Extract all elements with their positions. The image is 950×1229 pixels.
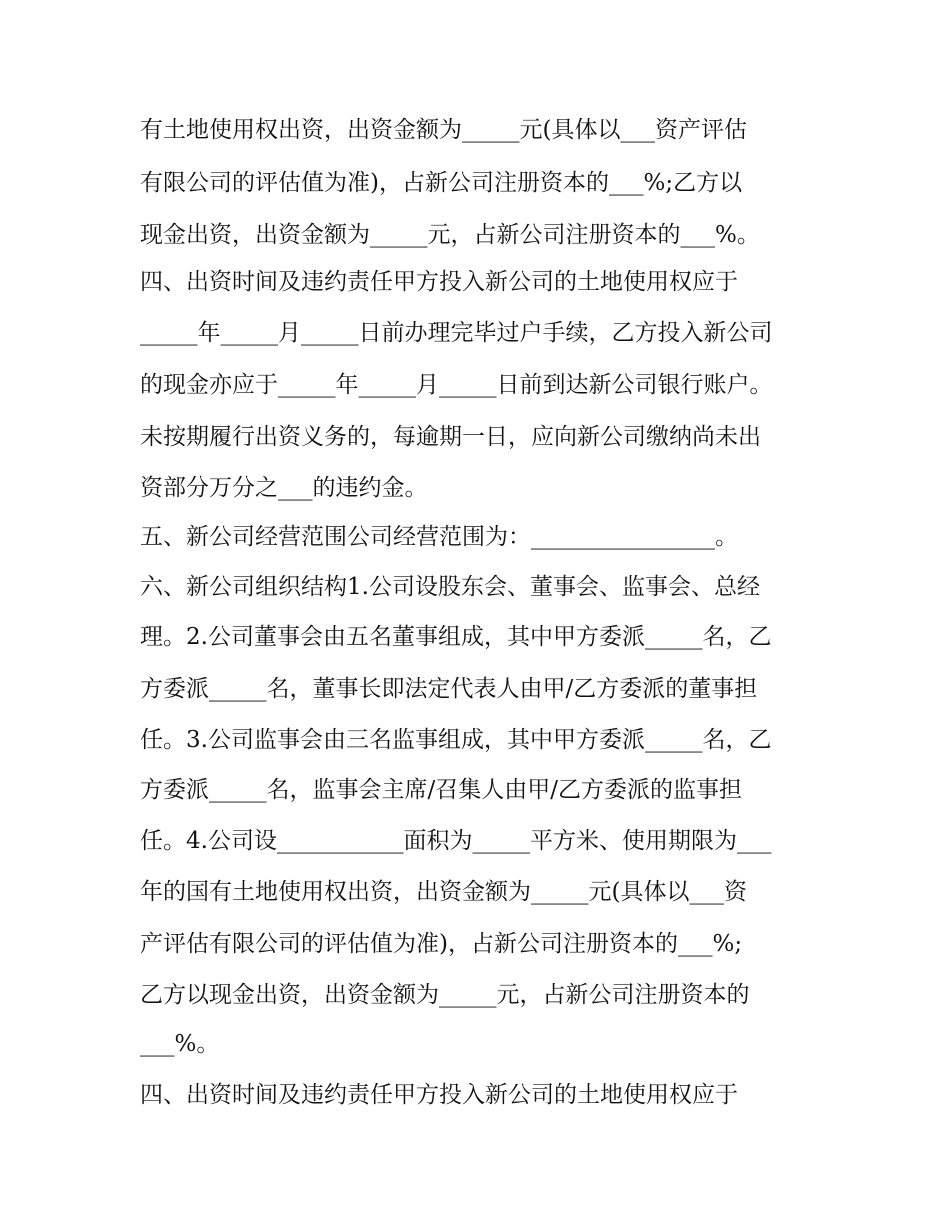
text-line-1: 有土地使用权出资，出资金额为_____元(具体以___资产评估 [140, 117, 747, 143]
text-line-3: 现金出资，出资金额为_____元，占新公司注册资本的___%。 [140, 222, 760, 248]
text-line-7: 未按期履行出资义务的，每逾期一日，应向新公司缴纳尚未出 [140, 424, 761, 450]
text-line-12: 方委派_____名，董事长即法定代表人由甲/乙方委派的董事担 [140, 676, 758, 702]
text-line-8: 资部分万分之___的违约金。 [140, 475, 428, 501]
text-line-11: 理。2.公司董事会由五名董事组成，其中甲方委派_____名，乙 [140, 624, 772, 650]
text-line-14: 方委派_____名，监事会主席/召集人由甲/乙方委派的监事担 [140, 777, 742, 803]
text-line-17: 产评估有限公司的评估值为准)，占新公司注册资本的___%; [140, 931, 743, 957]
text-line-6: 的现金亦应于_____年_____月_____日前到达新公司银行账户。 [140, 372, 773, 398]
text-line-16: 年的国有土地使用权出资，出资金额为_____元(具体以___资 [140, 879, 747, 905]
text-line-4: 四、出资时间及违约责任甲方投入新公司的土地使用权应于 [140, 269, 738, 295]
text-line-19: ___%。 [140, 1031, 220, 1057]
text-line-20: 四、出资时间及违约责任甲方投入新公司的土地使用权应于 [140, 1082, 738, 1108]
text-line-10: 六、新公司组织结构1.公司设股东会、董事会、监事会、总经 [140, 574, 760, 600]
text-line-13: 任。3.公司监事会由三名监事组成，其中甲方委派_____名，乙 [140, 727, 772, 753]
text-line-9: 五、新公司经营范围公司经营范围为：________________。 [140, 524, 738, 550]
text-line-15: 任。4.公司设___________面积为_____平方米、使用期限为___ [140, 828, 772, 854]
text-line-18: 乙方以现金出资，出资金额为_____元，占新公司注册资本的 [140, 982, 750, 1008]
text-line-5: _____年_____月_____日前办理完毕过户手续，乙方投入新公司 [140, 320, 773, 346]
text-line-2: 有限公司的评估值为准)，占新公司注册资本的___%;乙方以 [140, 170, 743, 196]
